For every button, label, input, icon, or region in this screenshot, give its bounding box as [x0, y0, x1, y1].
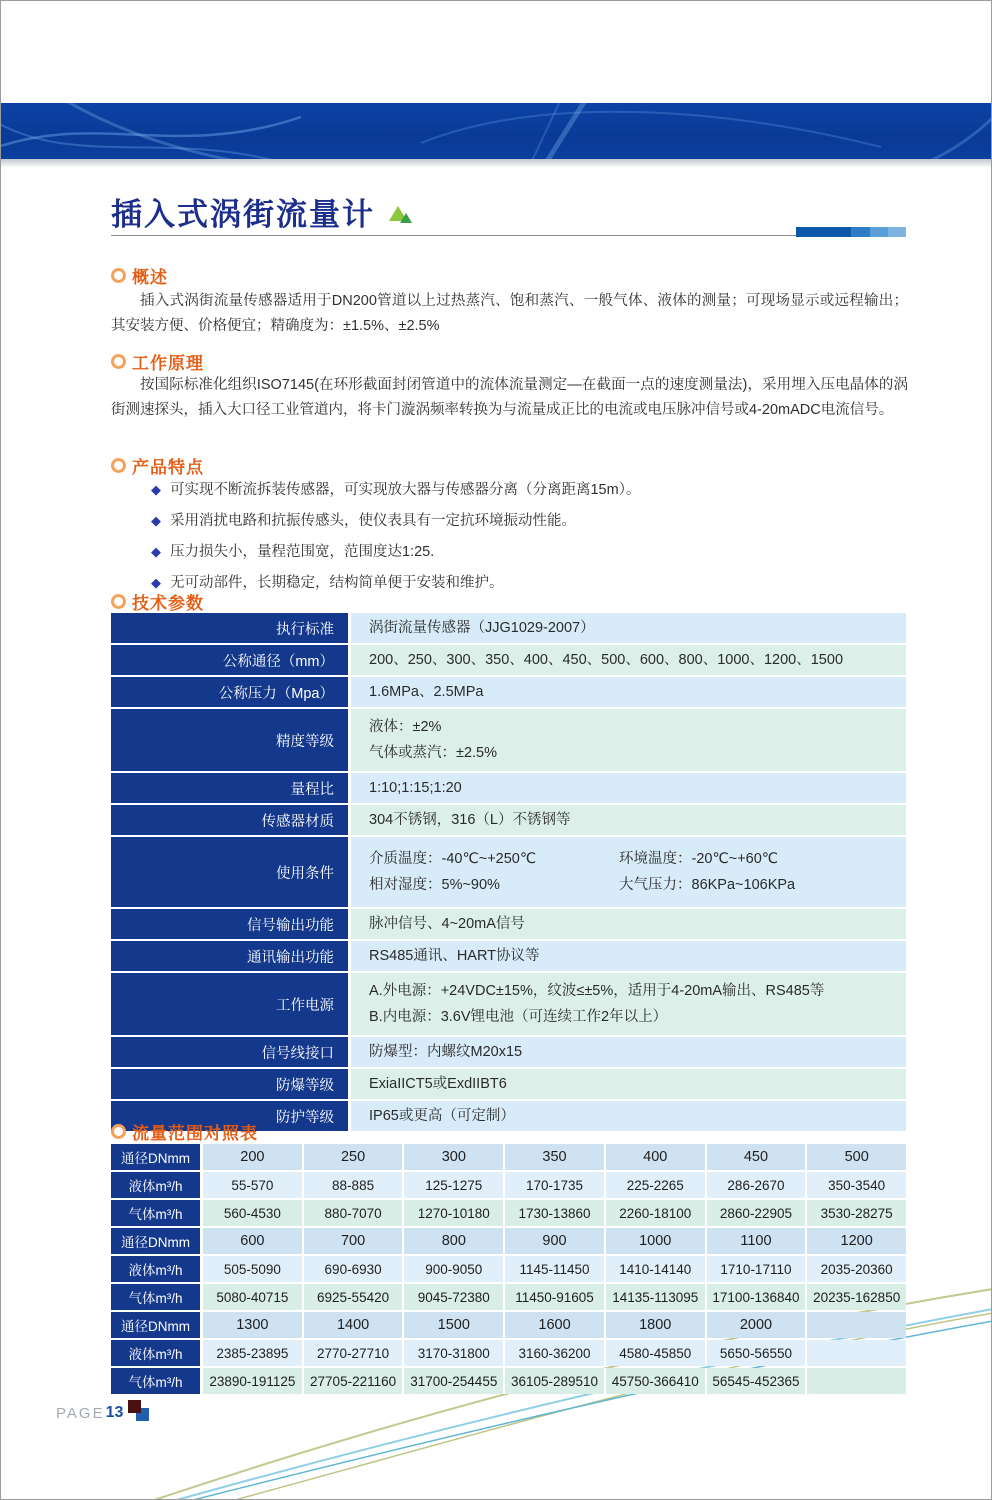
- flow-cell: 1730-13860: [505, 1200, 606, 1226]
- flow-cell: 1300: [203, 1312, 304, 1338]
- flow-row-label: 气体m³/h: [111, 1200, 203, 1226]
- section-ring-icon: [111, 268, 126, 283]
- tech-row: [111, 677, 906, 707]
- flow-cell: 2260-18100: [606, 1200, 707, 1226]
- flow-row: [111, 1200, 906, 1226]
- tech-row: [111, 973, 906, 1035]
- tech-row: [111, 805, 906, 835]
- flow-cell: 20235-162850: [807, 1284, 906, 1310]
- flow-cell: 45750-366410: [606, 1368, 707, 1394]
- tech-value-line: RS485通讯、HART协议等: [369, 948, 540, 964]
- flow-cell: 400: [606, 1144, 707, 1170]
- tech-row-value: [351, 973, 906, 1035]
- flow-row: [111, 1284, 906, 1310]
- flow-cell: 1710-17110: [707, 1256, 808, 1282]
- section-heading-flow-range: 流量范围对照表: [111, 1119, 258, 1144]
- tech-value-line: 液体：±2%: [369, 719, 442, 735]
- flow-cell: 55-570: [203, 1172, 304, 1198]
- title-triangle-icon: [389, 204, 415, 226]
- banner-shadow: [1, 159, 991, 168]
- flow-cell: 1100: [707, 1228, 808, 1254]
- feature-item: [151, 541, 901, 572]
- section-heading-tech-params: 技术参数: [111, 589, 204, 614]
- page-title: 插入式涡街流量计: [111, 197, 375, 232]
- page-number: 13: [105, 1404, 124, 1421]
- flow-cell: 505-5090: [203, 1256, 304, 1282]
- tech-value-right: 大气压力：86KPa~106KPa: [619, 877, 796, 893]
- flow-cell: 300: [404, 1144, 505, 1170]
- flow-cell: 5650-56550: [707, 1340, 808, 1366]
- tech-value-line: A.外电源：+24VDC±15%，纹波≤±5%，适用于4-20mA输出、RS485等: [369, 983, 825, 999]
- flow-row: [111, 1368, 906, 1394]
- tech-row-label: 防爆等级: [111, 1069, 351, 1099]
- flow-cell: 800: [404, 1228, 505, 1254]
- flow-cell: [807, 1312, 906, 1338]
- flow-cell: 3160-36200: [505, 1340, 606, 1366]
- tech-row-label: 信号线接口: [111, 1037, 351, 1067]
- tech-row-label: 通讯输出功能: [111, 941, 351, 971]
- flow-cell: 1410-14140: [606, 1256, 707, 1282]
- flow-cell: 31700-254455: [404, 1368, 505, 1394]
- flow-cell: 1600: [505, 1312, 606, 1338]
- tech-row-value: [351, 773, 906, 803]
- flow-range-table: [111, 1144, 906, 1396]
- flow-cell: 350: [505, 1144, 606, 1170]
- flow-cell: 2770-27710: [304, 1340, 405, 1366]
- flow-cell: 600: [203, 1228, 304, 1254]
- flow-cell: 2385-23895: [203, 1340, 304, 1366]
- tech-row-label: 工作电源: [111, 973, 351, 1035]
- tech-row: [111, 1069, 906, 1099]
- tech-value-line: [369, 846, 906, 872]
- feature-text: 无可动部件，长期稳定，结构简单便于安装和维护。: [170, 575, 504, 591]
- flow-cell: 1000: [606, 1228, 707, 1254]
- flow-cell: 14135-113095: [606, 1284, 707, 1310]
- flow-row-label: 液体m³/h: [111, 1256, 203, 1282]
- tech-value-line: 气体或蒸汽：±2.5%: [369, 745, 498, 761]
- flow-cell: 56545-452365: [707, 1368, 808, 1394]
- tech-row-value: [351, 837, 906, 907]
- section-heading-features: 产品特点: [111, 453, 204, 478]
- tech-row: [111, 837, 906, 907]
- flow-cell: 250: [304, 1144, 405, 1170]
- flow-row: [111, 1340, 906, 1366]
- flow-cell: 900-9050: [404, 1256, 505, 1282]
- section-heading-overview: 概述: [111, 263, 168, 288]
- tech-row-value: [351, 613, 906, 643]
- tech-value-left: 相对湿度：5%~90%: [369, 877, 500, 893]
- flow-row: [111, 1172, 906, 1198]
- flow-cell: 1145-11450: [505, 1256, 606, 1282]
- tech-value-left: 介质温度：-40℃~+250℃: [369, 851, 537, 867]
- flow-cell: 88-885: [304, 1172, 405, 1198]
- tech-row-label: 执行标准: [111, 613, 351, 643]
- flow-cell: 1200: [807, 1228, 906, 1254]
- footer-squares-icon: [127, 1399, 151, 1423]
- feature-list: [151, 479, 901, 603]
- flow-row-label: 通径DNmm: [111, 1228, 203, 1254]
- flow-cell: 9045-72380: [404, 1284, 505, 1310]
- flow-cell: 225-2265: [606, 1172, 707, 1198]
- tech-value-line: 涡街流量传感器（JJG1029-2007）: [369, 620, 595, 636]
- tech-row: [111, 941, 906, 971]
- tech-row-value: [351, 677, 906, 707]
- diamond-bullet-icon: ◆: [151, 482, 161, 497]
- flow-cell: 450: [707, 1144, 808, 1170]
- flow-cell: 27705-221160: [304, 1368, 405, 1394]
- tech-row-value: [351, 909, 906, 939]
- title-gradient-bar: [796, 227, 906, 237]
- flow-cell: 2035-20360: [807, 1256, 906, 1282]
- flow-cell: 200: [203, 1144, 304, 1170]
- banner-wave-graphic: [1, 103, 992, 159]
- flow-cell: [807, 1340, 906, 1366]
- tech-row-label: 使用条件: [111, 837, 351, 907]
- flow-row: [111, 1312, 906, 1338]
- tech-row-label: 传感器材质: [111, 805, 351, 835]
- diamond-bullet-icon: ◆: [151, 544, 161, 559]
- flow-row-label: 通径DNmm: [111, 1144, 203, 1170]
- tech-value-line: 1.6MPa、2.5MPa: [369, 684, 484, 700]
- tech-row-label: 公称通径（mm）: [111, 645, 351, 675]
- tech-row-label: 防护等级: [111, 1101, 351, 1131]
- feature-item: [151, 479, 901, 510]
- flow-cell: 23890-191125: [203, 1368, 304, 1394]
- flow-cell: 500: [807, 1144, 906, 1170]
- flow-cell: 1500: [404, 1312, 505, 1338]
- tech-row-value: [351, 941, 906, 971]
- diamond-bullet-icon: ◆: [151, 513, 161, 528]
- tech-value-line: IP65或更高（可定制）: [369, 1108, 515, 1124]
- tech-row-value: [351, 1037, 906, 1067]
- overview-body: 插入式涡街流量传感器适用于DN200管道以上过热蒸汽、饱和蒸汽、一般气体、液体的测量；可现场显示或远程输出；其安装方便、价格便宜；精确度为：±1.5%、±2.5%: [111, 293, 908, 334]
- tech-value-line: 304不锈钢，316（L）不锈钢等: [369, 812, 571, 828]
- tech-value-line: 200、250、300、350、400、450、500、600、800、1000、1200、1500: [369, 652, 844, 668]
- flow-cell: 5080-40715: [203, 1284, 304, 1310]
- tech-row-value: [351, 805, 906, 835]
- diamond-bullet-icon: ◆: [151, 575, 161, 590]
- tech-row-value: [351, 1069, 906, 1099]
- flow-cell: 17100-136840: [707, 1284, 808, 1310]
- tech-row-value: [351, 645, 906, 675]
- flow-row-label: 气体m³/h: [111, 1284, 203, 1310]
- tech-row: [111, 645, 906, 675]
- feature-item: [151, 572, 901, 603]
- section-ring-icon: [111, 458, 126, 473]
- feature-text: 压力损失小，量程范围宽，范围度达1:25.: [170, 544, 435, 560]
- flow-cell: 170-1735: [505, 1172, 606, 1198]
- tech-value-line: 防爆型：内螺纹M20x15: [369, 1044, 523, 1060]
- flow-cell: 1270-10180: [404, 1200, 505, 1226]
- tech-params-table: [111, 613, 906, 1133]
- flow-cell: 1800: [606, 1312, 707, 1338]
- flow-cell: 3170-31800: [404, 1340, 505, 1366]
- section-heading-principle: 工作原理: [111, 349, 204, 374]
- tech-row-label: 公称压力（Mpa）: [111, 677, 351, 707]
- flow-row-label: 液体m³/h: [111, 1172, 203, 1198]
- flow-row-label: 气体m³/h: [111, 1368, 203, 1394]
- tech-row: [111, 1037, 906, 1067]
- flow-cell: 125-1275: [404, 1172, 505, 1198]
- flow-cell: 700: [304, 1228, 405, 1254]
- tech-row-label: 信号输出功能: [111, 909, 351, 939]
- page-footer: [56, 1401, 151, 1425]
- flow-cell: 3530-28275: [807, 1200, 906, 1226]
- section-ring-icon: [111, 594, 126, 609]
- tech-row: [111, 909, 906, 939]
- page-label: PAGE: [56, 1404, 105, 1422]
- tech-row-value: [351, 709, 906, 771]
- flow-row: [111, 1256, 906, 1282]
- flow-cell: 36105-289510: [505, 1368, 606, 1394]
- tech-value-line: [369, 872, 906, 898]
- tech-row-label: 精度等级: [111, 709, 351, 771]
- tech-row: [111, 709, 906, 771]
- flow-row: [111, 1144, 906, 1170]
- feature-text: 可实现不断流拆装传感器，可实现放大器与传感器分离（分离距离15m）。: [170, 482, 641, 498]
- flow-cell: 880-7070: [304, 1200, 405, 1226]
- flow-cell: 11450-91605: [505, 1284, 606, 1310]
- tech-row-label: 量程比: [111, 773, 351, 803]
- tech-row-value: [351, 1101, 906, 1131]
- flow-cell: 350-3540: [807, 1172, 906, 1198]
- flow-row-label: 液体m³/h: [111, 1340, 203, 1366]
- flow-cell: [807, 1368, 906, 1394]
- flow-cell: 286-2670: [707, 1172, 808, 1198]
- principle-body: 按国际标准化组织ISO7145(在环形截面封闭管道中的流体流量测定—在截面一点的速度测量法)，采用埋入压电晶体的涡街测速探头，插入大口径工业管道内，将卡门漩涡频率转换为与流量成正比的电流或电压脉冲信号或4-20mADC电流信号。: [111, 377, 908, 418]
- header-banner: [1, 103, 991, 159]
- flow-cell: 2860-22905: [707, 1200, 808, 1226]
- tech-value-line: 1:10;1:15;1:20: [369, 780, 462, 796]
- feature-text: 采用消扰电路和抗振传感头，使仪表具有一定抗环境振动性能。: [170, 513, 576, 529]
- title-underline: [111, 235, 906, 236]
- flow-cell: 1400: [304, 1312, 405, 1338]
- flow-row: [111, 1228, 906, 1254]
- flow-cell: 6925-55420: [304, 1284, 405, 1310]
- flow-cell: 560-4530: [203, 1200, 304, 1226]
- flow-cell: 690-6930: [304, 1256, 405, 1282]
- tech-value-line: 脉冲信号、4~20mA信号: [369, 916, 525, 932]
- tech-row: [111, 773, 906, 803]
- flow-cell: 900: [505, 1228, 606, 1254]
- tech-value-right: 环境温度：-20℃~+60℃: [619, 851, 779, 867]
- flow-row-label: 通径DNmm: [111, 1312, 203, 1338]
- section-ring-icon: [111, 1124, 126, 1139]
- flow-cell: 2000: [707, 1312, 808, 1338]
- tech-value-line: ExiaIICT5或ExdIIBT6: [369, 1076, 507, 1092]
- flow-cell: 4580-45850: [606, 1340, 707, 1366]
- tech-row: [111, 613, 906, 643]
- section-ring-icon: [111, 354, 126, 369]
- feature-item: [151, 510, 901, 541]
- tech-value-line: B.内电源：3.6V锂电池（可连续工作2年以上）: [369, 1009, 668, 1025]
